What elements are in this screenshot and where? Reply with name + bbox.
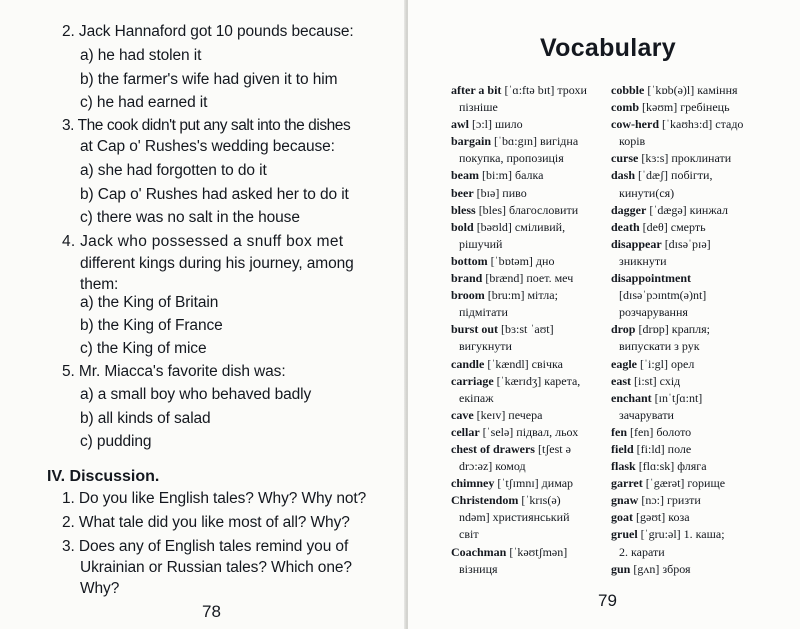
vocab-definition: [ˈkɒb(ə)l] каміння [644, 83, 738, 97]
vocab-word: gruel [611, 527, 638, 542]
question-4-option-c: c) the King of mice [80, 340, 207, 357]
vocab-definition: [ˈdægə] кинжал [646, 202, 729, 217]
vocab-word: broom [451, 288, 485, 303]
vocab-continuation: зачарувати [619, 407, 674, 422]
vocab-entry [611, 236, 743, 253]
vocab-entry [611, 509, 743, 526]
question-4-stem-line-1: 4. Jack who possessed a snuff box met [62, 233, 344, 250]
vocab-entry [451, 321, 587, 338]
vocab-continuation: підмітати [459, 305, 508, 320]
vocab-definition: [kɜ:s] проклинати [638, 151, 732, 166]
vocab-word: fen [611, 424, 627, 439]
vocab-definition: [flɑ:sk] фляга [635, 459, 707, 474]
vocab-entry [451, 133, 587, 150]
vocab-entry [451, 202, 587, 219]
question-5-option-c: c) pudding [80, 433, 152, 450]
vocab-word: Coachman [451, 544, 507, 559]
vocab-entry [451, 544, 587, 561]
vocab-definition: [ˈbɑ:gɪn] вигідна [491, 134, 579, 149]
vocab-word: garret [611, 476, 643, 491]
question-2-option-a: a) he had stolen it [80, 47, 202, 64]
question-3-stem-line-1: 3. The cook didn't put any salt into the dishes [62, 117, 351, 134]
vocab-word: cow-herd [611, 117, 659, 132]
vocab-definition: [ˈkəʊtʃmən] [506, 544, 568, 559]
vocab-entry [611, 424, 743, 441]
vocab-entry [611, 492, 743, 509]
vocabulary-column-1 [451, 82, 587, 578]
vocab-continuation: 2. карати [619, 544, 665, 559]
question-2-stem: 2. Jack Hannaford got 10 pounds because: [62, 23, 354, 40]
vocab-definition: [ˈtʃɪmnɪ] димар [494, 476, 574, 491]
question-4-option-a: a) the King of Britain [80, 294, 219, 311]
vocab-definition: [bəʊld] сміливий, [473, 219, 566, 234]
vocab-entry [611, 99, 743, 116]
vocab-word: bold [451, 219, 474, 234]
vocab-entry [611, 356, 743, 373]
vocab-entry [611, 441, 743, 458]
vocab-word: bottom [451, 253, 488, 268]
vocab-definition: [kəʊm] гребінець [639, 100, 730, 115]
vocab-word: death [611, 219, 640, 234]
vocab-word: drop [611, 322, 636, 337]
vocab-entry [611, 373, 743, 390]
vocab-definition: [dɪsəˈpɪə] [661, 236, 711, 251]
vocab-entry [451, 287, 587, 304]
vocab-entry [451, 424, 587, 441]
vocab-definition: [ˈgærət] горище [642, 476, 726, 491]
question-5-stem: 5. Mr. Miacca's favorite dish was: [62, 363, 286, 380]
vocab-entry [451, 441, 587, 458]
vocab-definition: [fi:ld] поле [633, 441, 692, 456]
vocab-word: carriage [451, 373, 494, 388]
question-3-option-a: a) she had forgotten to do it [80, 162, 267, 179]
vocab-definition: [ɔ:l] шило [469, 117, 523, 132]
vocab-entry [611, 150, 743, 167]
vocab-continuation: ndəm] християнський [459, 510, 570, 525]
vocab-word: brand [451, 271, 483, 286]
vocab-entry [451, 253, 587, 270]
vocabulary-title: Vocabulary [540, 34, 676, 62]
discussion-item-3-line-2: Ukrainian or Russian tales? Which one? [80, 559, 352, 576]
discussion-item-3-line-1: 3. Does any of English tales remind you of [62, 538, 349, 555]
vocab-continuation: корів [619, 134, 646, 149]
vocab-definition: [tʃest ə [534, 441, 571, 456]
vocab-word: disappointment [611, 271, 692, 286]
vocab-definition: [bɪə] пиво [473, 185, 527, 200]
vocab-entry [611, 458, 743, 475]
vocab-definition: [bi:m] балка [479, 168, 544, 183]
vocab-entry [451, 373, 587, 390]
vocab-word: enchant [611, 390, 652, 405]
vocab-continuation: [dɪsəˈpɔɪntm(ə)nt] [619, 288, 707, 303]
vocabulary-column-2 [611, 82, 743, 578]
vocab-entry [451, 356, 587, 373]
vocab-word: bargain [451, 134, 492, 149]
vocab-definition: [ˈkærɪdʒ] карета, [493, 373, 581, 388]
vocab-definition: [ˈkændl] свічка [484, 356, 564, 371]
vocab-word: dash [611, 168, 636, 183]
vocab-continuation: випускати з рук [619, 339, 700, 354]
vocab-definition: [ˈkrɪs(ə) [518, 493, 561, 508]
vocab-definition: [gʌn] зброя [630, 561, 691, 576]
question-2-option-b: b) the farmer's wife had given it to him [80, 71, 338, 88]
vocab-entry [451, 270, 587, 287]
discussion-item-1: 1. Do you like English tales? Why? Why not? [62, 490, 367, 507]
vocab-word: cobble [611, 83, 645, 97]
vocab-definition: [drɒp] крапля; [635, 322, 710, 337]
vocab-continuation: вигукнути [459, 339, 512, 354]
vocab-continuation: кинути(ся) [619, 185, 675, 200]
vocab-continuation: світ [459, 527, 479, 542]
vocab-word: goat [611, 510, 633, 525]
vocab-word: beer [451, 185, 474, 200]
vocab-word: awl [451, 117, 469, 132]
vocab-entry [611, 321, 743, 338]
discussion-item-3-line-3: Why? [80, 580, 120, 597]
vocab-continuation: рішучий [459, 236, 503, 251]
vocab-word: chest of drawers [451, 441, 535, 456]
vocab-word: bless [451, 202, 476, 217]
vocab-definition: [nɔ:] гризти [638, 493, 701, 508]
vocab-word: disappear [611, 236, 662, 251]
vocab-entry [611, 116, 743, 133]
discussion-item-2: 2. What tale did you like most of all? Why? [62, 514, 350, 531]
vocab-word: dagger [611, 202, 647, 217]
vocab-continuation: drɔ:əz] комод [459, 459, 526, 474]
vocab-definition: [ˈselə] підвал, льох [479, 424, 579, 439]
vocab-word: candle [451, 356, 485, 371]
vocab-word: east [611, 373, 631, 388]
vocab-entry [611, 167, 743, 184]
vocab-definition: [gəʊt] коза [633, 510, 690, 525]
question-4-stem-line-3: them: [80, 276, 119, 293]
vocab-entry [451, 167, 587, 184]
vocab-definition: [ˈi:gl] орел [637, 356, 695, 371]
vocab-word: cave [451, 407, 474, 422]
question-3-option-c: c) there was no salt in the house [80, 209, 300, 226]
vocab-word: after a bit [451, 83, 502, 97]
question-5-option-a: a) a small boy who behaved badly [80, 386, 312, 403]
vocab-definition: [fen] болото [627, 424, 692, 439]
vocab-word: curse [611, 151, 639, 166]
vocab-continuation: зникнути [619, 253, 667, 268]
vocab-entry [451, 82, 587, 99]
question-2-option-c: c) he had earned it [80, 94, 208, 111]
vocab-word: burst out [451, 322, 499, 337]
question-4-option-b: b) the King of France [80, 317, 223, 334]
discussion-heading: IV. Discussion. [47, 468, 160, 485]
vocab-continuation: пізніше [459, 100, 498, 115]
vocab-entry [611, 526, 743, 543]
vocab-entry [451, 185, 587, 202]
vocab-definition: [i:st] схід [631, 373, 681, 388]
page-number-left: 78 [202, 602, 221, 621]
vocab-word: beam [451, 168, 479, 183]
vocab-entry [611, 475, 743, 492]
vocab-word: flask [611, 459, 636, 474]
vocab-entry [611, 270, 743, 287]
vocab-definition: [bɜ:st ˈaʊt] [498, 322, 554, 337]
question-4-stem-line-2: different kings during his journey, among [80, 255, 354, 272]
question-5-option-b: b) all kinds of salad [80, 410, 211, 427]
question-3-option-b: b) Cap o' Rushes had asked her to do it [80, 186, 349, 203]
vocab-definition: [keɪv] печера [473, 407, 543, 422]
vocab-word: eagle [611, 356, 637, 371]
vocab-definition: [bles] благословити [475, 202, 579, 217]
vocab-definition: [brænd] поет. меч [482, 271, 574, 286]
vocab-definition: [ˈgru:əl] 1. каша; [637, 527, 725, 542]
vocab-entry [451, 475, 587, 492]
vocab-entry [611, 219, 743, 236]
question-3-stem-line-2: at Cap o' Rushes's wedding because: [80, 138, 335, 155]
vocab-word: comb [611, 100, 639, 115]
vocab-continuation: екіпаж [459, 390, 494, 405]
vocab-entry [451, 116, 587, 133]
vocab-word: chimney [451, 476, 495, 491]
vocab-continuation: візниця [459, 561, 498, 576]
vocab-word: gnaw [611, 493, 639, 508]
vocab-entry [451, 492, 587, 509]
vocab-continuation: покупка, пропозиція [459, 151, 564, 166]
vocab-continuation: розчарування [619, 305, 688, 320]
vocab-entry [451, 407, 587, 424]
vocab-definition: [bru:m] мітла; [484, 288, 558, 303]
vocab-definition: [ɪnˈtʃɑ:nt] [651, 390, 703, 405]
vocab-entry [611, 202, 743, 219]
vocab-definition: [ˈbɒtəm] дно [487, 253, 555, 268]
vocab-entry [611, 390, 743, 407]
vocab-definition: [deθ] смерть [639, 219, 706, 234]
page-number-right: 79 [598, 591, 617, 610]
vocab-entry [611, 561, 743, 578]
vocab-word: Christendom [451, 493, 519, 508]
vocab-definition: [ˈɑ:ftə bɪt] трохи [501, 83, 587, 97]
vocab-word: cellar [451, 424, 480, 439]
vocab-word: gun [611, 561, 631, 576]
vocab-entry [451, 219, 587, 236]
vocab-definition: [ˈkaʊhɜ:d] стадо [659, 117, 744, 132]
vocab-entry [611, 82, 743, 99]
vocab-word: field [611, 441, 634, 456]
vocab-definition: [ˈdæʃ] побігти, [635, 168, 713, 183]
